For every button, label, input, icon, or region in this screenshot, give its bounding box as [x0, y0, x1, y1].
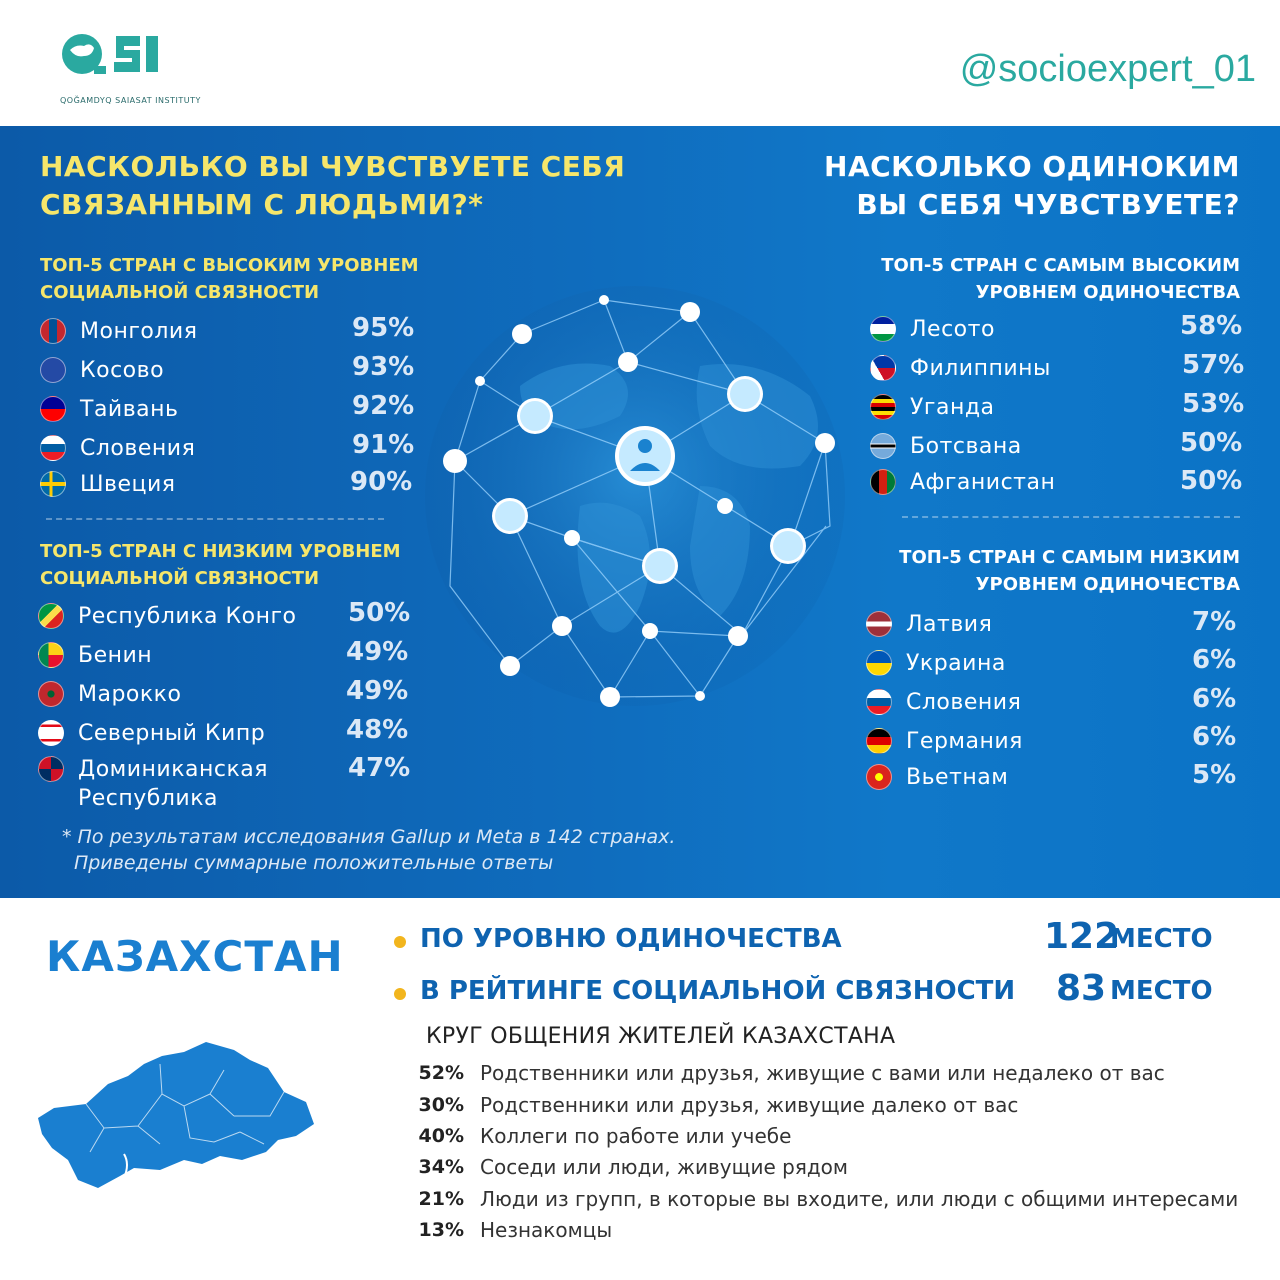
circle-title: КРУГ ОБЩЕНИЯ ЖИТЕЛЕЙ КАЗАХСТАНА	[426, 1024, 896, 1049]
list-item: Афганистан	[870, 465, 1055, 499]
list-item: Украина	[866, 646, 1006, 680]
bullet-icon	[394, 936, 406, 948]
left-title-line1: НАСКОЛЬКО ВЫ ЧУВСТВУЕТЕ СЕБЯ	[40, 150, 626, 183]
footnote: * По результатам исследования Gallup и Meta в 142 странах. Приведены суммарные положительные ответы	[62, 826, 676, 874]
kazakhstan-map	[34, 1034, 318, 1194]
value: 92%	[352, 391, 415, 421]
flag-lesotho-icon	[870, 316, 896, 342]
value: 91%	[352, 430, 415, 460]
value: 57%	[1182, 350, 1245, 380]
flag-vietnam-icon	[866, 764, 892, 790]
left-low-subtitle: ТОП-5 СТРАН С НИЗКИМ УРОВНЕМ СОЦИАЛЬНОЙ СВЯЗНОСТИ	[40, 541, 401, 589]
list-item: Ботсвана	[870, 429, 1022, 463]
value: 6%	[1192, 722, 1237, 752]
value: 47%	[348, 753, 411, 783]
value: 50%	[1180, 428, 1243, 458]
value: 50%	[1180, 466, 1243, 496]
connectivity-rank: 83	[1056, 968, 1107, 1009]
flag-latvia-icon	[866, 611, 892, 637]
list-item: Германия	[866, 724, 1023, 758]
value: 95%	[352, 313, 415, 343]
value: 7%	[1192, 607, 1237, 637]
flag-uganda-icon	[870, 394, 896, 420]
divider	[902, 516, 1240, 518]
left-question-title	[40, 148, 625, 224]
list-item: 52% Родственники или друзья, живущие с вами или недалеко от вас	[418, 1061, 1165, 1085]
left-title-line2: СВЯЗАННЫМ С ЛЮДЬМИ?*	[40, 188, 484, 221]
place-word: МЕСТО	[1110, 924, 1213, 954]
list-item-continuation: Республика	[78, 785, 218, 811]
value: 5%	[1192, 760, 1237, 790]
right-high-subtitle: ТОП-5 СТРАН С САМЫМ ВЫСОКИМ УРОВНЕМ ОДИНОЧЕСТВА	[881, 255, 1240, 303]
flag-ukraine-icon	[866, 650, 892, 676]
value: 93%	[352, 352, 415, 382]
value: 6%	[1192, 645, 1237, 675]
flag-philippines-icon	[870, 355, 896, 381]
flag-afghanistan-icon	[870, 469, 896, 495]
value: 50%	[348, 598, 411, 628]
list-item: Монголия	[40, 314, 197, 348]
kazakhstan-title: КАЗАХСТАН	[46, 932, 344, 981]
list-item: Косово	[40, 353, 164, 387]
social-handle[interactable]: @socioexpert_01	[959, 48, 1256, 90]
list-item: Словения	[866, 685, 1021, 719]
list-item: Лесото	[870, 312, 995, 346]
logo-subtitle: QOĞAMDYQ SAIASAT INSTITUTY	[60, 96, 201, 105]
right-title-line1: НАСКОЛЬКО ОДИНОКИМ	[824, 150, 1240, 183]
flag-kosovo-icon	[40, 357, 66, 383]
flag-botswana-icon	[870, 433, 896, 459]
list-item: Тайвань	[40, 392, 179, 426]
flag-congo-icon	[38, 603, 64, 629]
value: 48%	[346, 715, 409, 745]
survey-panel	[0, 126, 1280, 898]
list-item: Уганда	[870, 390, 995, 424]
left-high-subtitle: ТОП-5 СТРАН С ВЫСОКИМ УРОВНЕМ СОЦИАЛЬНОЙ СВЯЗНОСТИ	[40, 255, 419, 303]
list-item: Латвия	[866, 607, 992, 641]
value: 53%	[1182, 389, 1245, 419]
list-item: Словения	[40, 431, 195, 465]
flag-sweden-icon	[40, 471, 66, 497]
list-item: 40% Коллеги по работе или учебе	[418, 1124, 792, 1148]
header	[0, 0, 1280, 126]
value: 90%	[350, 467, 413, 497]
connectivity-label: В РЕЙТИНГЕ СОЦИАЛЬНОЙ СВЯЗНОСТИ	[420, 976, 1016, 1006]
right-low-subtitle: ТОП-5 СТРАН С САМЫМ НИЗКИМ УРОВНЕМ ОДИНОЧЕСТВА	[899, 547, 1240, 595]
list-item: 34% Соседи или люди, живущие рядом	[418, 1155, 848, 1179]
right-question-title	[824, 148, 1240, 224]
bullet-icon	[394, 988, 406, 1000]
flag-benin-icon	[38, 642, 64, 668]
list-item: Вьетнам	[866, 760, 1008, 794]
flag-germany-icon	[866, 728, 892, 754]
list-item: 21% Люди из групп, в которые вы входите, или люди с общими интересами	[418, 1187, 1239, 1211]
list-item: Филиппины	[870, 351, 1051, 385]
list-item: Марокко	[38, 677, 181, 711]
divider	[46, 518, 384, 520]
flag-north-cyprus-icon	[38, 720, 64, 746]
flag-morocco-icon	[38, 681, 64, 707]
value: 58%	[1180, 311, 1243, 341]
list-item: Северный Кипр	[38, 716, 265, 750]
loneliness-label: ПО УРОВНЮ ОДИНОЧЕСТВА	[420, 924, 842, 954]
flag-taiwan-icon	[40, 396, 66, 422]
right-title-line2: ВЫ СЕБЯ ЧУВСТВУЕТЕ?	[856, 188, 1240, 221]
flag-mongolia-icon	[40, 318, 66, 344]
list-item: 13% Незнакомцы	[418, 1218, 613, 1242]
list-item: Доминиканская	[38, 752, 268, 786]
loneliness-rank: 122	[1044, 916, 1120, 957]
value: 49%	[346, 637, 409, 667]
list-item: Республика Конго	[38, 599, 296, 633]
place-word: МЕСТО	[1110, 976, 1213, 1006]
flag-slovenia-icon	[866, 689, 892, 715]
value: 6%	[1192, 684, 1237, 714]
list-item: 30% Родственники или друзья, живущие далеко от вас	[418, 1093, 1019, 1117]
flag-dominican-republic-icon	[38, 756, 64, 782]
value: 49%	[346, 676, 409, 706]
list-item: Швеция	[40, 467, 176, 501]
list-item: Бенин	[38, 638, 152, 672]
flag-slovenia-icon	[40, 435, 66, 461]
